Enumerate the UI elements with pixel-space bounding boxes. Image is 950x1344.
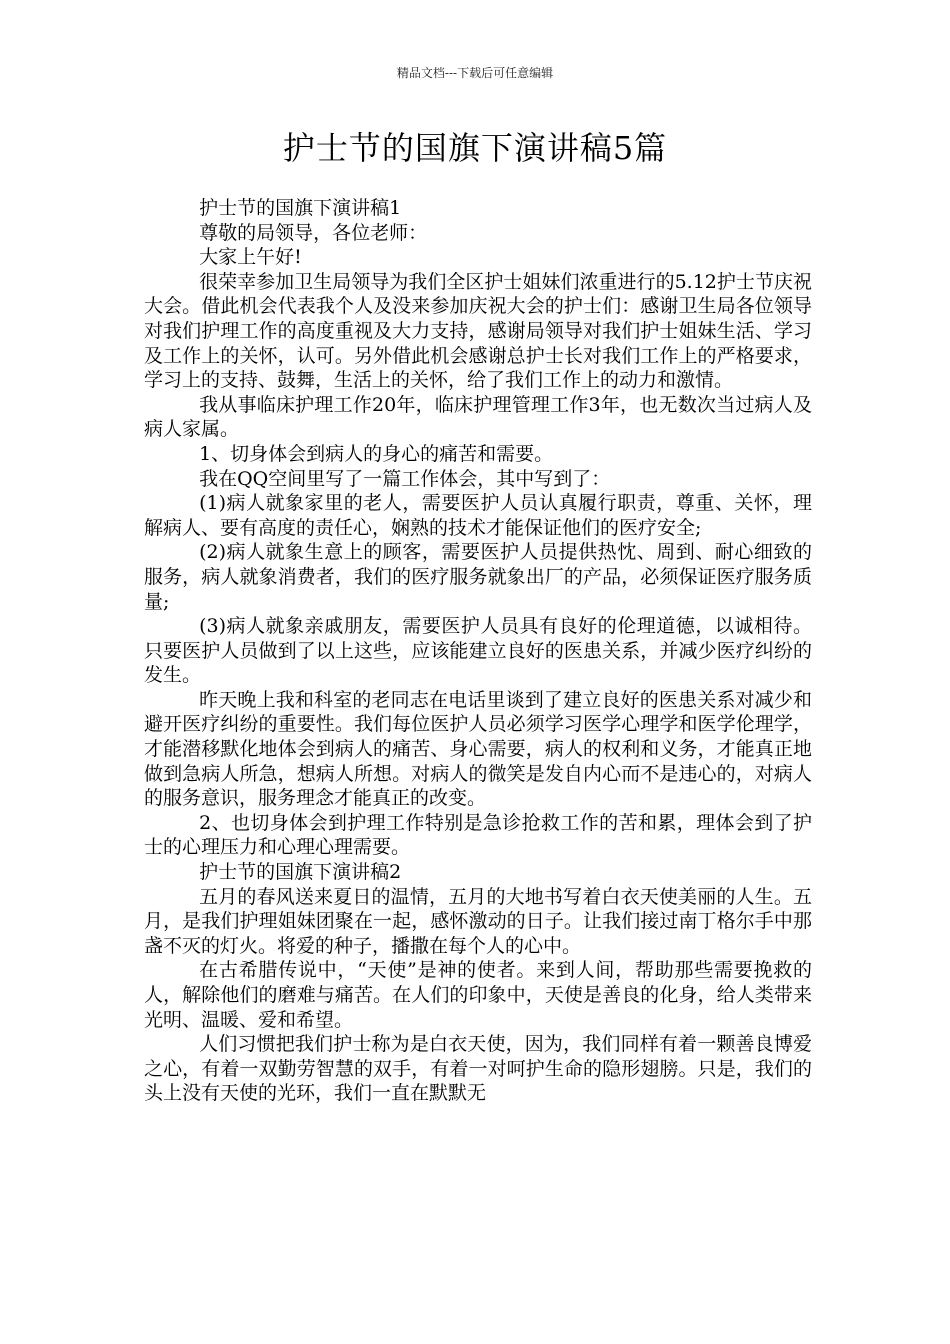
paragraph: 我在QQ空间里写了一篇工作体会，其中写到了： <box>199 467 611 490</box>
greeting: 大家上午好! <box>199 246 302 269</box>
section-heading: 护士节的国旗下演讲稿1 <box>199 197 402 219</box>
paragraph: 人们习惯把我们护士称为是白衣天使，因为，我们同样有着一颗善良博爱之心，有着一双勤劳智慧的双手，有着一对呵护生命的隐形翅膀。只是，我们的头上没有天使的光环，我们一直在默默无 <box>144 1033 812 1105</box>
salutation: 尊敬的局领导，各位老师： <box>199 221 428 244</box>
paragraph: 在古希腊传说中，“天使”是神的使者。来到人间，帮助那些需要挽救的人，解除他们的磨难与痛苦。在人们的印象中，天使是善良的化身，给人类带来光明、温暖、爱和希望。 <box>144 959 812 1031</box>
header-note: 精品文档---下载后可任意编辑 <box>396 66 554 80</box>
document-body <box>144 196 812 1106</box>
paragraph: 我从事临床护理工作20年，临床护理管理工作3年，也无数次当过病人及病人家属。 <box>144 393 812 441</box>
paragraph: 昨天晚上我和科室的老同志在电话里谈到了建立良好的医患关系对减少和避开医疗纠纷的重要性。我们每位医护人员必须学习医学心理学和医学伦理学，才能潜移默化地体会到病人的痛苦、身心需要，病人的权利和义务，才能真正地做到急病人所急，想病人所想。对病人的微笑是发自内心而不是违心的，对病人的服务意识，服务理念才能真正的改变。 <box>144 688 812 810</box>
paragraph: 很荣幸参加卫生局领导为我们全区护士姐妹们浓重进行的5.12护士节庆祝大会。借此机会代表我个人及没来参加庆祝大会的护士们：感谢卫生局各位领导对我们护理工作的高度重视及大力支持，感谢局领导对我们护士姐妹生活、学习及工作上的关怀，认可。另外借此机会感谢总护士长对我们工作上的严格要求，学习上的支持、鼓舞，生活上的关怀，给了我们工作上的动力和激情。 <box>144 270 812 392</box>
document-title: 护士节的国旗下演讲稿5篇 <box>282 129 668 167</box>
list-item: (1)病人就象家里的老人，需要医护人员认真履行职责，尊重、关怀，理解病人、要有高度的责任心，娴熟的技术才能保证他们的医疗安全; <box>144 492 812 539</box>
list-item: (3)病人就象亲戚朋友，需要医护人员具有良好的伦理道德，以诚相待。只要医护人员做到了以上这些，应该能建立良好的医患关系，并减少医疗纠纷的发生。 <box>144 615 812 687</box>
paragraph: 五月的春风送来夏日的温情，五月的大地书写着白衣天使美丽的人生。五月，是我们护理姐妹团聚在一起，感怀激动的日子。让我们接过南丁格尔手中那盏不灭的灯火。将爱的种子，播撒在每个人的心中。 <box>144 885 812 957</box>
section-heading: 护士节的国旗下演讲稿2 <box>199 861 402 884</box>
paragraph: 2、也切身体会到护理工作特别是急诊抢救工作的苦和累，理体会到了护士的心理压力和心理心理需要。 <box>144 811 812 859</box>
paragraph: 1、切身体会到病人的身心的痛苦和需要。 <box>199 442 554 465</box>
list-item: (2)病人就象生意上的顾客，需要医护人员提供热忱、周到、耐心细致的服务，病人就象消费者，我们的医疗服务就象出厂的产品，必须保证医疗服务质量; <box>144 541 812 613</box>
